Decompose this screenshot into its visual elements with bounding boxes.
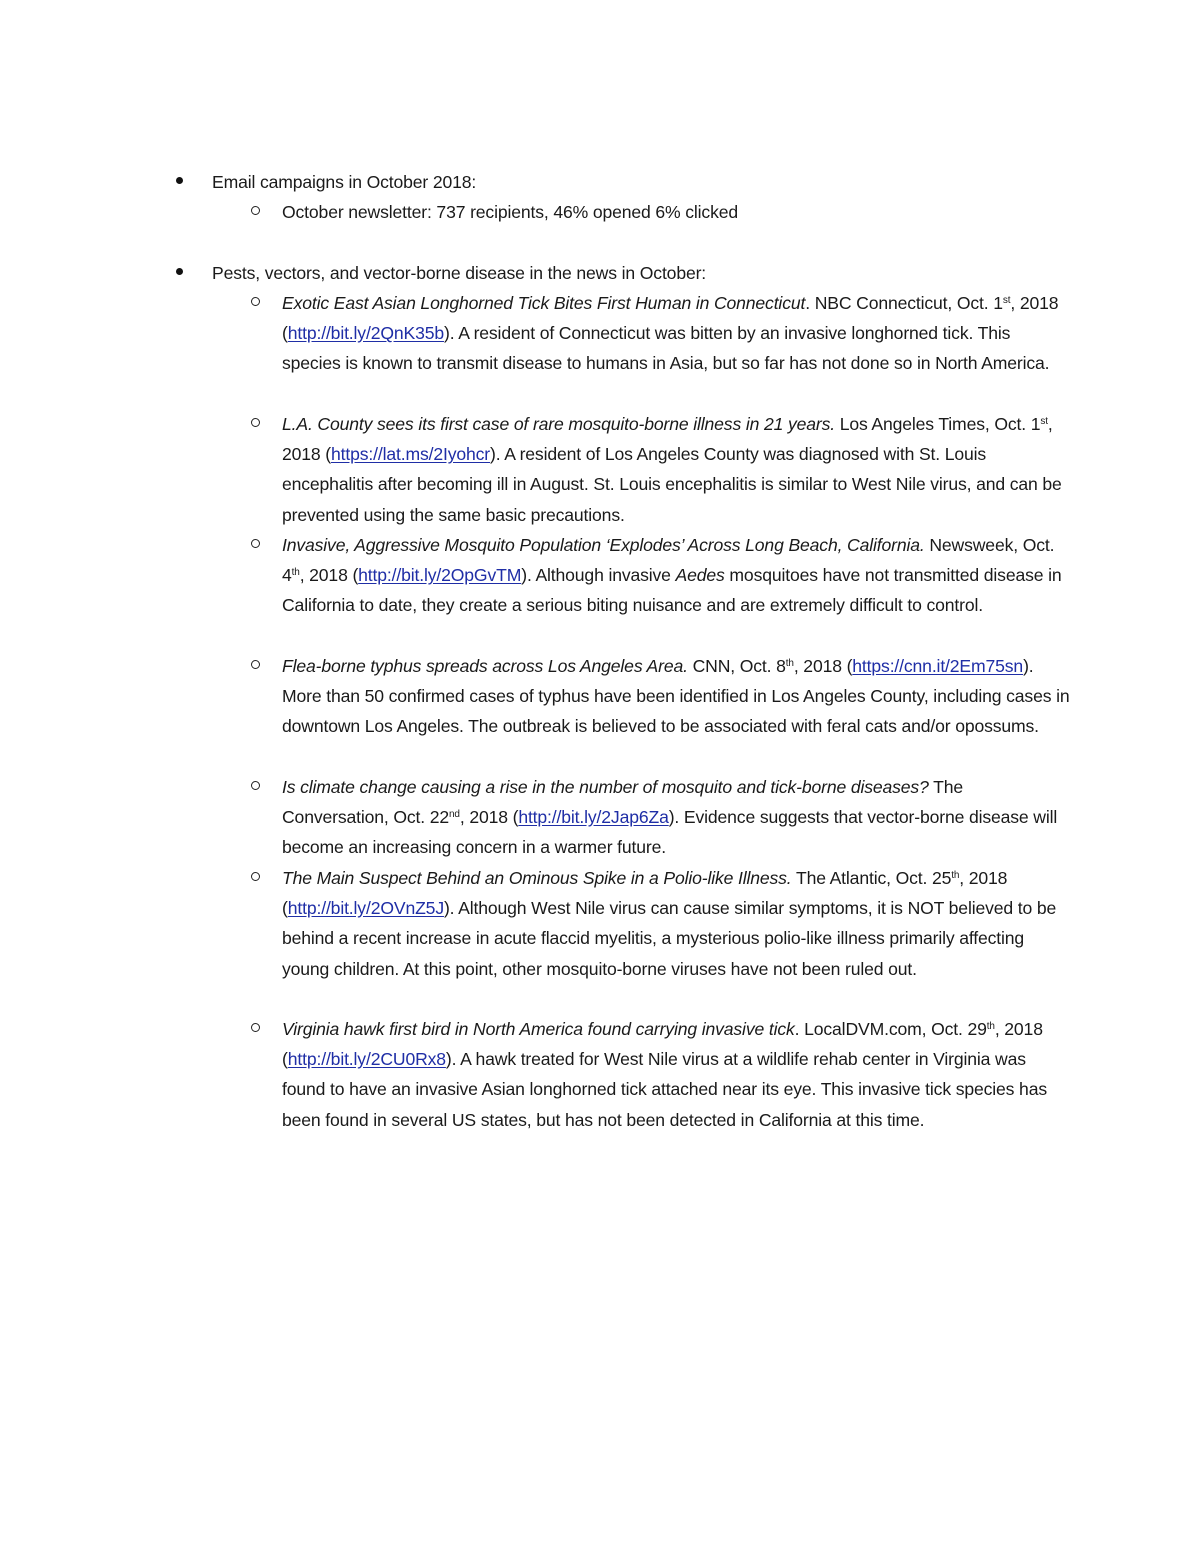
article-source: The Atlantic, Oct. 25 [791, 868, 952, 888]
article-year: , 2018 ( [282, 1019, 1043, 1070]
news-item [282, 409, 1072, 530]
date-suffix: th [951, 870, 960, 881]
article-summary: ). More than 50 confirmed cases of typhus have been identified in Los Angeles County, including cases in downtown Los Angeles. The outbreak is believed to be associated with feral cats and/or opossums. [282, 656, 1070, 737]
article-source: Newsweek, Oct. 4 [282, 535, 1055, 586]
article-link[interactable]: http://bit.ly/2Jap6Za [518, 807, 669, 828]
circle-bullet-icon [248, 197, 262, 227]
circle-bullet-icon [248, 1014, 262, 1044]
article-year: , 2018 ( [459, 807, 519, 828]
section-news [212, 258, 1092, 288]
article-link[interactable]: http://bit.ly/2QnK35b [287, 323, 444, 344]
date-suffix: st [1002, 295, 1011, 306]
circle-bullet-icon [248, 651, 262, 681]
date-suffix: nd [449, 809, 460, 821]
circle-bullet-icon [248, 772, 262, 802]
date-suffix: st [1040, 416, 1048, 427]
article-title: L.A. County sees its first case of rare mosquito-borne illness in 21 years. [282, 414, 835, 434]
date-suffix: th [291, 567, 300, 579]
article-source: LocalDVM.com, Oct. 29 [799, 1019, 987, 1039]
section-email-campaigns [212, 167, 1092, 197]
news-item [282, 1014, 1072, 1135]
article-year: , 2018 ( [299, 565, 359, 586]
article-title: Exotic East Asian Longhorned Tick Bites First Human in Connecticut [282, 293, 806, 313]
date-suffix: th [785, 658, 794, 669]
article-year: , 2018 ( [282, 293, 1059, 344]
circle-bullet-icon [248, 530, 262, 560]
date-suffix: th [986, 1021, 995, 1032]
newsletter-stats: October newsletter: 737 recipients, 46% opened 6% clicked [282, 202, 738, 222]
article-year: , 2018 ( [282, 868, 1008, 919]
article-year: , 2018 ( [793, 656, 853, 676]
article-summary: mosquitoes have not transmitted disease in California to date, they create a serious biting nuisance and are extremely difficult to control. [282, 565, 1062, 616]
circle-bullet-icon [248, 288, 262, 318]
article-source: The Conversation, Oct. 22 [282, 777, 963, 828]
article-summary: ). Evidence suggests that vector-borne disease will become an increasing concern in a warmer future. [282, 807, 1058, 858]
article-source: NBC Connecticut, Oct. 1 [809, 293, 1003, 313]
news-item [282, 530, 1072, 621]
circle-bullet-icon [248, 409, 262, 439]
list-item-newsletter [282, 197, 1072, 227]
article-summary: ). A resident of Connecticut was bitten by an invasive longhorned tick. This species is known to transmit disease to humans in Asia, but so far has not done so in North America. [282, 323, 1050, 374]
article-source: Los Angeles Times, Oct. 1 [834, 414, 1041, 434]
news-item [282, 651, 1072, 742]
bullet-icon [174, 167, 184, 197]
article-source: CNN, Oct. 8 [687, 656, 786, 676]
news-item [282, 288, 1072, 379]
article-title: Invasive, Aggressive Mosquito Population ‘Explodes’ Across Long Beach, California. [282, 535, 925, 555]
article-link[interactable]: http://bit.ly/2OVnZ5J [287, 898, 444, 919]
news-item [282, 863, 1072, 984]
article-link[interactable]: https://cnn.it/2Em75sn [852, 656, 1024, 676]
article-summary: ). A hawk treated for West Nile virus at a wildlife rehab center in Virginia was found to have an invasive Asian longhorned tick attached near its eye. This invasive tick species has been found in several US states, but has not been detected in California at this time. [282, 1049, 1047, 1130]
article-summary: ). A resident of Los Angeles County was diagnosed with St. Louis encephalitis after becoming ill in August. St. Louis encephalitis is similar to West Nile virus, and can be prevented using the same basic precautions. [282, 444, 1062, 525]
bullet-icon [174, 258, 184, 288]
article-summary-pre: ). Although invasive [521, 565, 676, 586]
article-link[interactable]: http://bit.ly/2CU0Rx8 [287, 1049, 446, 1070]
circle-bullet-icon [248, 863, 262, 893]
article-year: , 2018 ( [282, 414, 1053, 465]
title-punct: . [805, 293, 810, 313]
article-title: The Main Suspect Behind an Ominous Spike in a Polio-like Illness. [282, 868, 792, 888]
title-punct: . [794, 1019, 800, 1039]
article-link[interactable]: https://lat.ms/2Iyohcr [331, 444, 491, 465]
section-heading: Pests, vectors, and vector-borne disease in the news in October: [212, 263, 707, 283]
article-title: Is climate change causing a rise in the number of mosquito and tick-borne diseases? [282, 777, 929, 797]
article-summary: ). Although West Nile virus can cause similar symptoms, it is NOT believed to be behind a recent increase in acute flaccid myelitis, a mysterious polio-like illness primarily affecting young children. At this point, other mosquito-borne viruses have not been ruled out. [282, 898, 1057, 979]
article-title: Virginia hawk first bird in North America found carrying invasive tick [282, 1019, 795, 1039]
article-title: Flea-borne typhus spreads across Los Angeles Area. [282, 656, 688, 676]
article-link[interactable]: http://bit.ly/2OpGvTM [358, 565, 522, 586]
news-item [282, 772, 1072, 863]
section-heading: Email campaigns in October 2018: [212, 172, 477, 192]
species-name: Aedes [675, 565, 725, 586]
